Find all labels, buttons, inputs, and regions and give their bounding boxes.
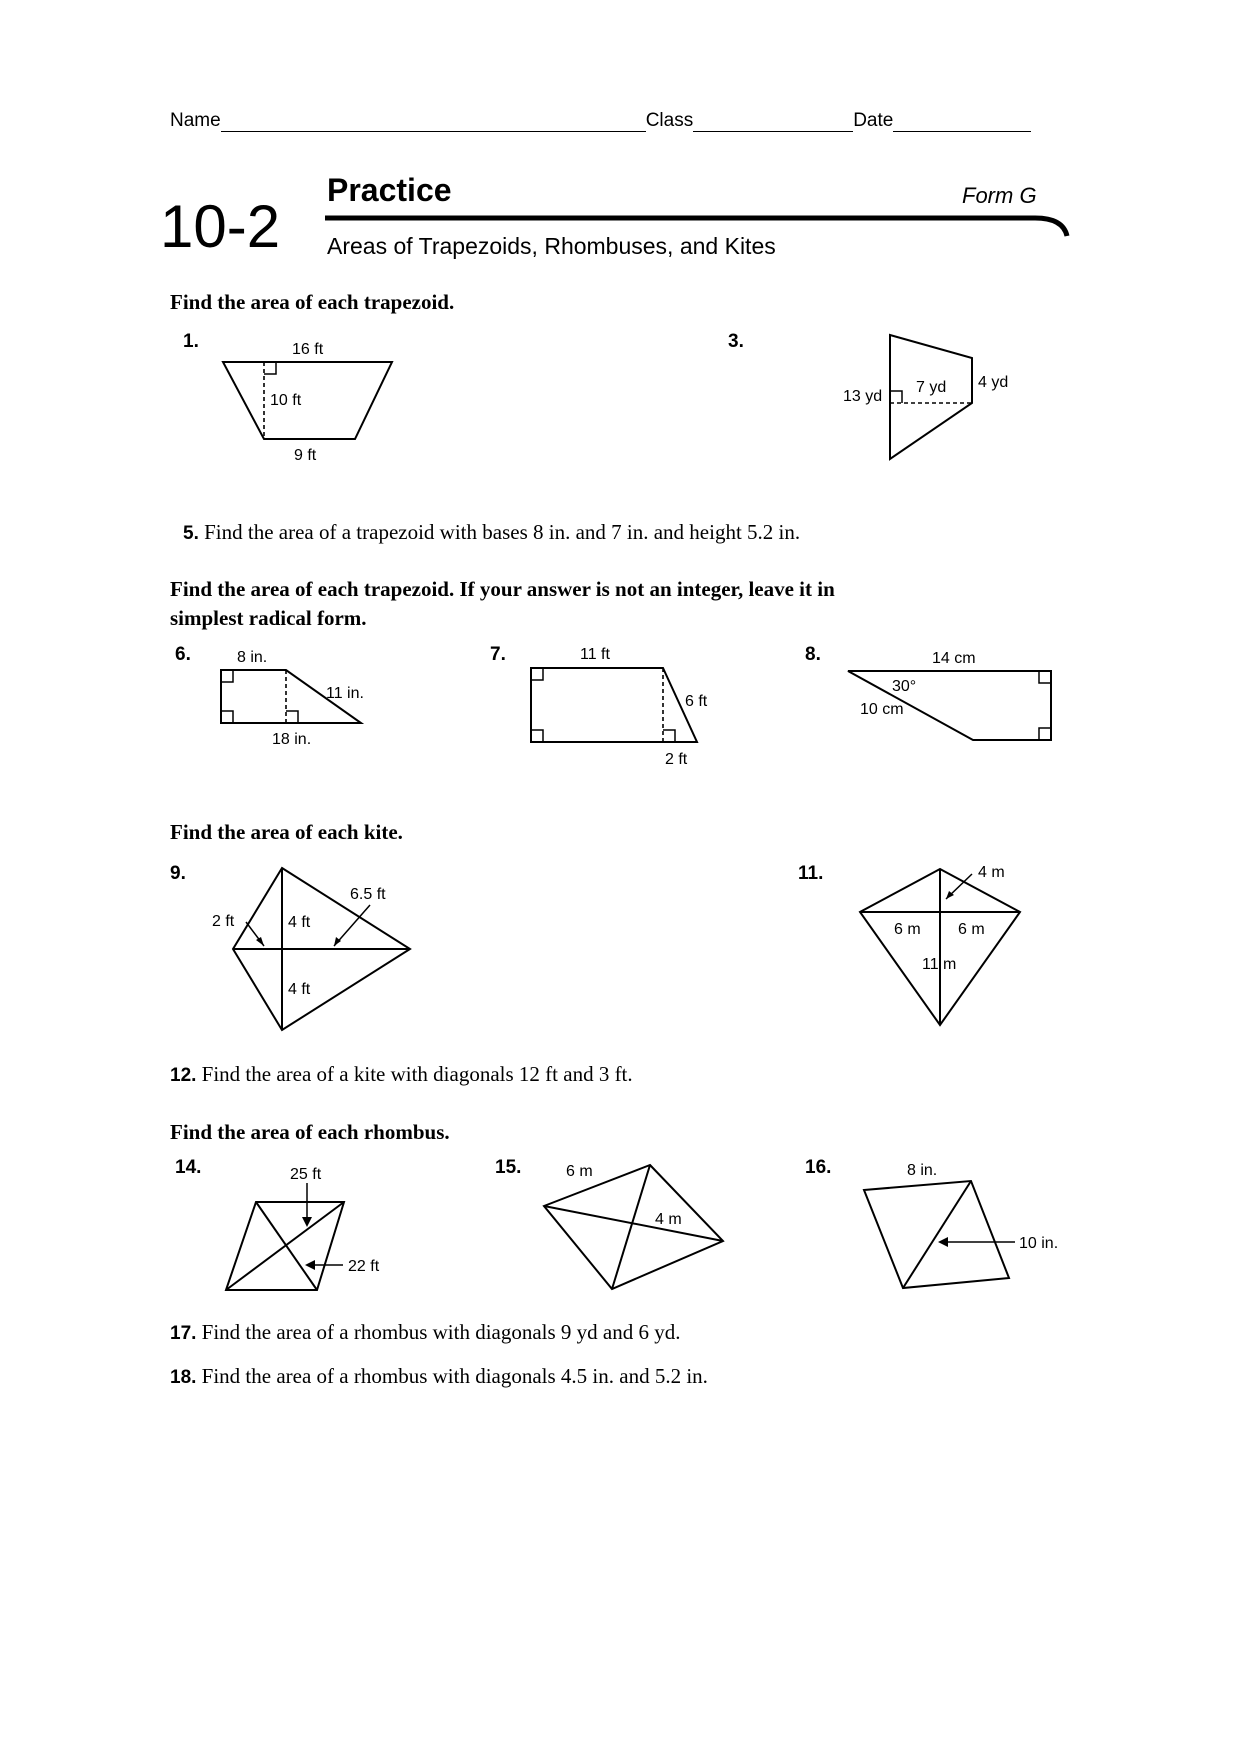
p11-top-label: 4 m	[978, 864, 1005, 881]
problem-8-number: 8.	[805, 644, 821, 665]
p3-left-label: 13 yd	[843, 388, 883, 405]
p7-slant-label: 6 ft	[685, 693, 708, 710]
name-label: Name	[170, 110, 221, 131]
p6-slant-label: 11 in.	[326, 685, 364, 702]
p16-d-label: 10 in.	[1019, 1235, 1059, 1252]
p3-right-label: 4 yd	[978, 374, 1009, 391]
problem-14-number: 14.	[175, 1157, 202, 1178]
problem-12	[170, 1062, 633, 1087]
section-trapezoids: Find the area of each trapezoid.	[170, 290, 455, 314]
problem-11-figure	[850, 855, 1050, 1035]
problem-15-number: 15.	[495, 1157, 522, 1178]
problem-1-figure	[210, 330, 410, 470]
problem-5-number: 5.	[183, 523, 199, 544]
problem-7-figure	[520, 635, 720, 770]
problem-15-figure	[530, 1150, 740, 1300]
problem-18-number: 18.	[170, 1367, 197, 1388]
date-blank[interactable]	[893, 113, 1031, 132]
date-label: Date	[853, 110, 894, 131]
p3-height-label: 7 yd	[916, 379, 947, 396]
p15-side-label: 6 m	[566, 1163, 593, 1180]
p8-slant-label: 10 cm	[860, 701, 904, 718]
p11-down-label: 11 m	[922, 956, 957, 973]
problem-3-number: 3.	[728, 331, 744, 352]
problem-17-text: Find the area of a rhombus with diagonals 9 yd and 6 yd.	[201, 1320, 681, 1344]
problem-5-text: Find the area of a trapezoid with bases 8 in. and 7 in. and height 5.2 in.	[204, 520, 801, 544]
form-label: Form G	[962, 183, 1037, 208]
problem-3-figure	[840, 325, 1020, 470]
p11-right-label: 6 m	[958, 921, 985, 938]
name-blank[interactable]	[221, 113, 646, 132]
section-trapezoids-radical-line1: Find the area of each trapezoid. If your answer is not an integer, leave it in	[170, 577, 835, 601]
problem-1-number: 1.	[183, 331, 199, 352]
problem-16-figure	[850, 1150, 1060, 1300]
p1-bottom-label: 9 ft	[294, 447, 317, 464]
p14-d1-label: 25 ft	[290, 1166, 322, 1183]
p6-bottom-label: 18 in.	[272, 731, 312, 748]
section-kites: Find the area of each kite.	[170, 820, 403, 844]
problem-9-number: 9.	[170, 863, 186, 884]
p8-angle-label: 30°	[892, 678, 917, 695]
problem-18-text: Find the area of a rhombus with diagonals 4.5 in. and 5.2 in.	[201, 1364, 708, 1388]
problem-5	[183, 520, 800, 545]
problem-12-text: Find the area of a kite with diagonals 12 ft and 3 ft.	[201, 1062, 633, 1086]
name-field[interactable]	[170, 110, 1031, 132]
p1-top-label: 16 ft	[292, 341, 324, 358]
p11-left-label: 6 m	[894, 921, 921, 938]
problem-17	[170, 1320, 681, 1345]
page-title: Practice	[327, 172, 452, 208]
problem-12-number: 12.	[170, 1065, 197, 1086]
p15-half-label: 4 m	[655, 1211, 682, 1228]
problem-7-number: 7.	[490, 644, 506, 665]
class-label: Class	[645, 110, 694, 131]
p1-height-label: 10 ft	[270, 392, 302, 409]
p16-side-label: 8 in.	[907, 1162, 938, 1179]
section-trapezoids-radical-line2: simplest radical form.	[170, 606, 367, 630]
problem-9-figure	[200, 860, 430, 1040]
p9-up-label: 4 ft	[288, 914, 311, 931]
p14-d2-label: 22 ft	[348, 1258, 380, 1275]
class-blank[interactable]	[693, 113, 853, 132]
problem-14-figure	[215, 1155, 395, 1305]
p9-long-label: 6.5 ft	[350, 886, 386, 903]
problem-6-figure	[210, 640, 410, 760]
problem-8-figure	[840, 645, 1060, 755]
problem-16-number: 16.	[805, 1157, 832, 1178]
problem-6-number: 6.	[175, 644, 191, 665]
p9-short-label: 2 ft	[212, 913, 235, 930]
p9-down-label: 4 ft	[288, 981, 311, 998]
p6-top-label: 8 in.	[237, 649, 268, 666]
problem-18	[170, 1364, 708, 1389]
p8-top-label: 14 cm	[932, 650, 976, 667]
problem-11-number: 11.	[798, 863, 824, 884]
p7-top-label: 11 ft	[580, 646, 610, 663]
lesson-number: 10-2	[160, 193, 281, 260]
section-rhombuses: Find the area of each rhombus.	[170, 1120, 450, 1144]
problem-17-number: 17.	[170, 1323, 197, 1344]
page-subtitle: Areas of Trapezoids, Rhombuses, and Kites	[327, 233, 776, 259]
p7-bottom-label: 2 ft	[665, 751, 688, 768]
